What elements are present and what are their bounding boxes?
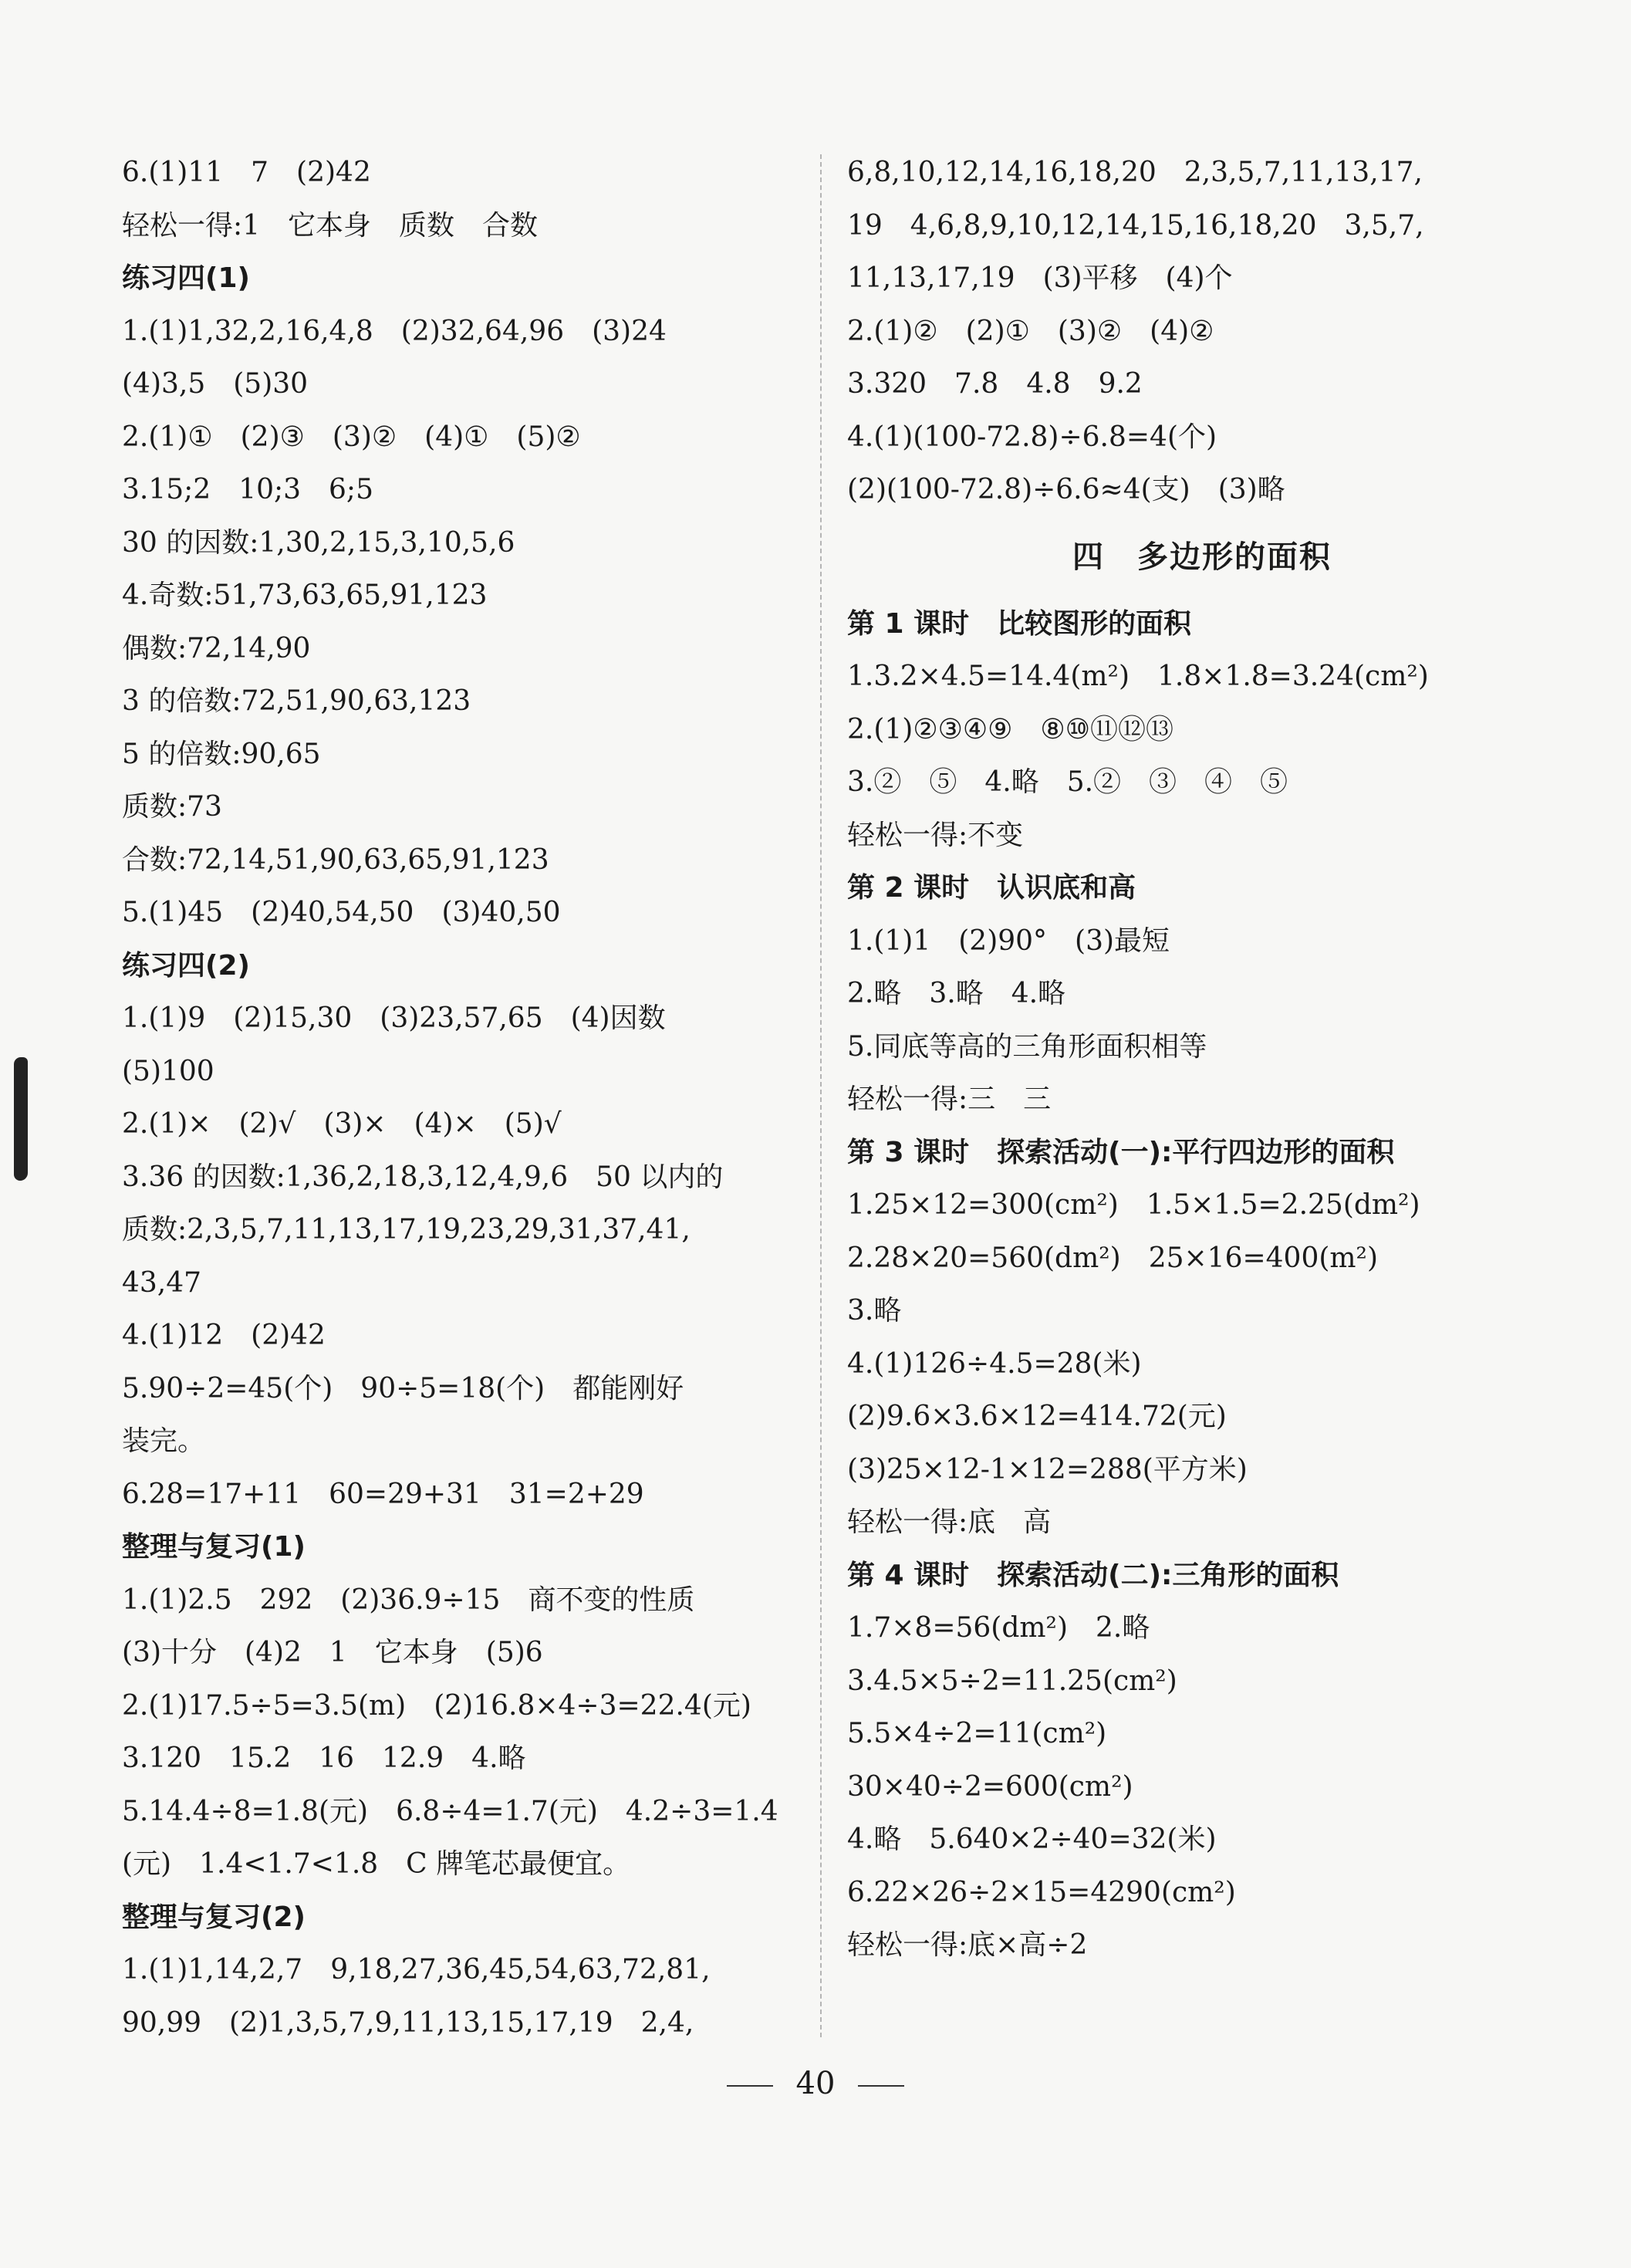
- answer-line: 3.36 的因数:1,36,2,18,3,12,4,9,6 50 以内的: [122, 1161, 724, 1193]
- page-footer: [0, 2060, 1631, 2107]
- section-title: 四 多边形的面积: [1072, 539, 1332, 575]
- answer-line: 43,47: [122, 1266, 202, 1299]
- answer-line: 4.(1)(100-72.8)÷6.8=4(个): [847, 421, 1217, 453]
- answer-line: 3.4.5×5÷2=11.25(cm²): [847, 1665, 1177, 1697]
- section-heading: 第 2 课时 认识底和高: [847, 872, 1136, 904]
- answer-line: 6.28=17+11 60=29+31 31=2+29: [122, 1478, 644, 1510]
- answer-line: 6.(1)11 7 (2)42: [122, 157, 371, 188]
- answer-line: 5.(1)45 (2)40,54,50 (3)40,50: [122, 897, 561, 928]
- footer-dash-left: [727, 2085, 773, 2087]
- answer-line: 6,8,10,12,14,16,18,20 2,3,5,7,11,13,17,: [847, 157, 1423, 188]
- answer-line: 质数:2,3,5,7,11,13,17,19,23,29,31,37,41,: [122, 1214, 691, 1246]
- answer-line: 5.5×4÷2=11(cm²): [847, 1718, 1107, 1749]
- answer-line: 2.28×20=560(dm²) 25×16=400(m²): [847, 1242, 1379, 1274]
- answer-line: 6.22×26÷2×15=4290(cm²): [847, 1876, 1236, 1908]
- answer-line: 4.略 5.640×2÷40=32(米): [847, 1824, 1217, 1855]
- right-bottom-answers: [847, 598, 1557, 1972]
- answer-line: 5.同底等高的三角形面积相等: [847, 1030, 1207, 1063]
- answer-line: 1.(1)2.5 292 (2)36.9÷15 商不变的性质: [122, 1584, 695, 1616]
- answer-line: 1.7×8=56(dm²) 2.略: [847, 1612, 1150, 1644]
- answer-line: 3.120 15.2 16 12.9 4.略: [122, 1742, 526, 1774]
- answer-line: (3)25×12-1×12=288(平方米): [847, 1453, 1248, 1486]
- section-heading: 第 1 课时 比较图形的面积: [847, 607, 1192, 640]
- answer-line: 合数:72,14,51,90,63,65,91,123: [122, 843, 549, 876]
- answer-line: 5.14.4÷8=1.8(元) 6.8÷4=1.7(元) 4.2÷3=1.4: [122, 1795, 778, 1827]
- answer-line: (2)9.6×3.6×12=414.72(元): [847, 1401, 1227, 1432]
- answer-line: 轻松一得:底×高÷2: [847, 1929, 1088, 1961]
- left-column: [122, 147, 801, 2050]
- section-heading: 整理与复习(2): [122, 1901, 306, 1933]
- answer-line: 1.25×12=300(cm²) 1.5×1.5=2.25(dm²): [847, 1189, 1420, 1221]
- answer-line: 4.(1)12 (2)42: [122, 1320, 326, 1351]
- right-column: [847, 147, 1557, 1972]
- answer-line: (4)3,5 (5)30: [122, 368, 309, 400]
- answer-line: 1.3.2×4.5=14.4(m²) 1.8×1.8=3.24(cm²): [847, 661, 1429, 692]
- footer-dash-right: [858, 2085, 904, 2087]
- answer-line: (元) 1.4<1.7<1.8 C 牌笔芯最便宜。: [122, 1848, 631, 1880]
- answer-line: 2.(1)× (2)√ (3)× (4)× (5)√: [122, 1108, 562, 1140]
- column-divider: [820, 154, 822, 2037]
- answer-line: 轻松一得:底 高: [847, 1506, 1052, 1538]
- answer-line: 2.(1)②③④⑨ ⑧⑩⑪⑫⑬: [847, 713, 1173, 745]
- answer-line: 3.15;2 10;3 6;5: [122, 474, 373, 505]
- section-heading: 练习四(2): [122, 949, 250, 982]
- section-heading: 练习四(1): [122, 262, 250, 294]
- answer-line: 3 的倍数:72,51,90,63,123: [122, 685, 471, 717]
- answer-line: 2.(1)17.5÷5=3.5(m) (2)16.8×4÷3=22.4(元): [122, 1689, 751, 1722]
- answer-line: (3)十分 (4)2 1 它本身 (5)6: [122, 1637, 543, 1668]
- answer-line: 1.(1)1,14,2,7 9,18,27,36,45,54,63,72,81,: [122, 1954, 711, 1986]
- section-heading: 第 3 课时 探索活动(一):平行四边形的面积: [847, 1136, 1395, 1168]
- answer-line: 2.(1)① (2)③ (3)② (4)① (5)②: [122, 421, 581, 453]
- answer-line: 4.(1)126÷4.5=28(米): [847, 1347, 1142, 1380]
- answer-line: 轻松一得:不变: [847, 819, 1024, 851]
- answer-line: 装完。: [122, 1425, 206, 1457]
- answer-line: 19 4,6,8,9,10,12,14,15,16,18,20 3,5,7,: [847, 209, 1424, 242]
- answer-line: 轻松一得:三 三: [847, 1083, 1052, 1115]
- section-heading: 第 4 课时 探索活动(二):三角形的面积: [847, 1559, 1339, 1591]
- answer-line: 4.奇数:51,73,63,65,91,123: [122, 580, 488, 611]
- answer-line: 3.320 7.8 4.8 9.2: [847, 368, 1143, 400]
- answer-line: 30 的因数:1,30,2,15,3,10,5,6: [122, 526, 515, 559]
- answer-line: 90,99 (2)1,3,5,7,9,11,13,15,17,19 2,4,: [122, 2006, 694, 2039]
- answer-line: 2.略 3.略 4.略: [847, 978, 1066, 1009]
- answer-line: 30×40÷2=600(cm²): [847, 1770, 1133, 1803]
- answer-line: 轻松一得:1 它本身 质数 合数: [122, 209, 539, 242]
- page-number: 40: [795, 2066, 836, 2101]
- answer-line: 11,13,17,19 (3)平移 (4)个: [847, 262, 1233, 294]
- answer-line: 5 的倍数:90,65: [122, 738, 321, 770]
- answer-line: 5.90÷2=45(个) 90÷5=18(个) 都能刚好: [122, 1372, 684, 1404]
- answer-line: 质数:73: [122, 791, 222, 823]
- answer-line: (2)(100-72.8)÷6.6≈4(支) (3)略: [847, 474, 1285, 505]
- section-heading: 整理与复习(1): [122, 1531, 306, 1563]
- answer-line: 1.(1)1 (2)90° (3)最短: [847, 924, 1170, 957]
- right-top-answers: [847, 147, 1557, 517]
- answer-line: 1.(1)1,32,2,16,4,8 (2)32,64,96 (3)24: [122, 315, 667, 347]
- answer-line: 偶数:72,14,90: [122, 632, 311, 664]
- ink-smudge: [14, 1057, 28, 1181]
- answer-line: 3.② ⑤ 4.略 5.② ③ ④ ⑤: [847, 766, 1288, 798]
- answer-line: (5)100: [122, 1055, 214, 1087]
- answer-line: 1.(1)9 (2)15,30 (3)23,57,65 (4)因数: [122, 1002, 666, 1034]
- answer-line: 3.略: [847, 1295, 902, 1327]
- answer-line: 2.(1)② (2)① (3)② (4)②: [847, 315, 1214, 347]
